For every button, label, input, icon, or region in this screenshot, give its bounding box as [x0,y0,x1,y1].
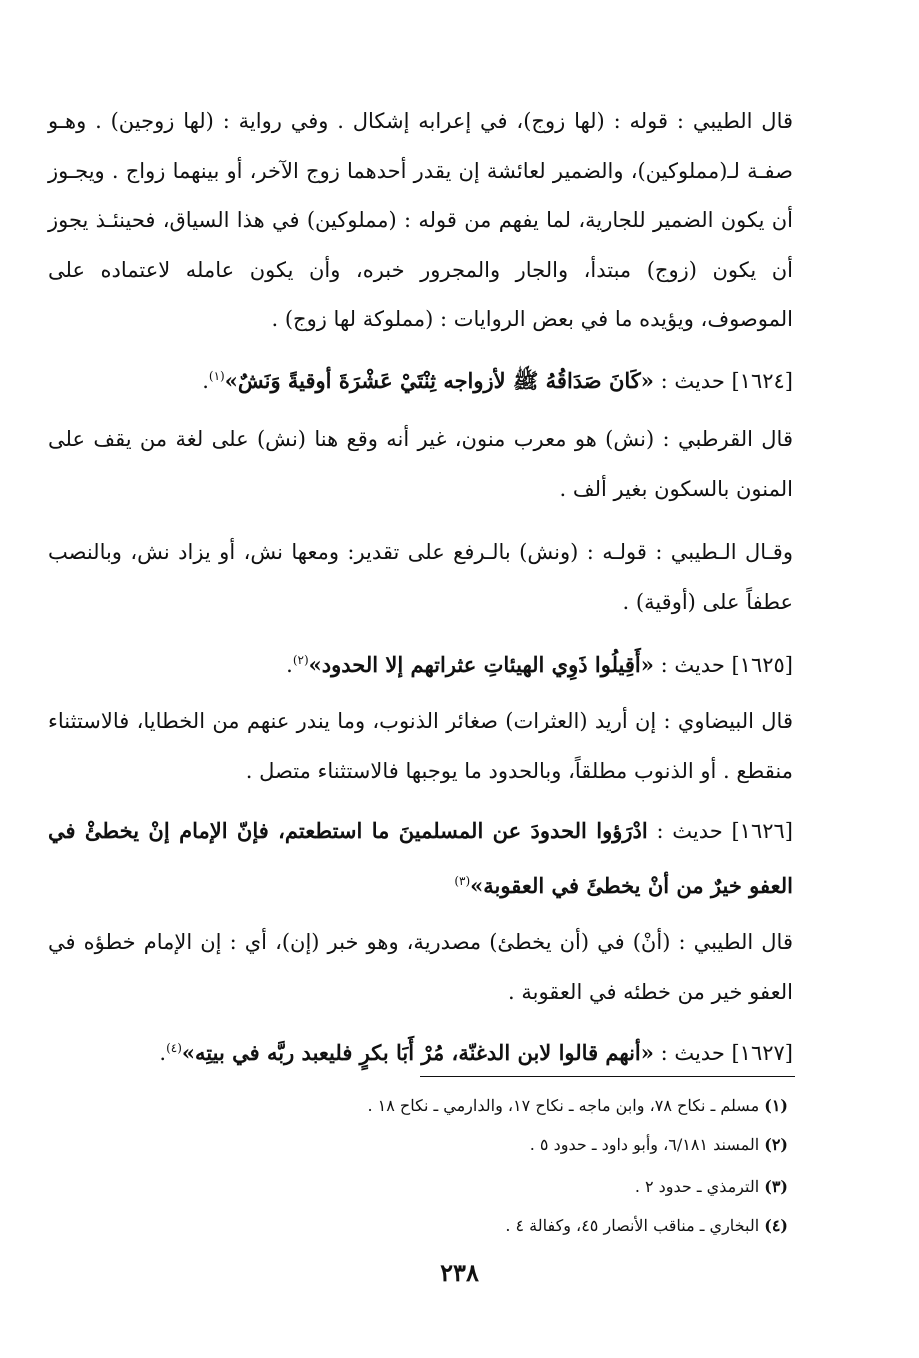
paragraph-baydawi: قال البيضاوي : إن أريد (العثرات) صغائر الذنوب، وما يندر عنهم من الخطايا، فالاستثناء منقطع . أو الذنوب مطلقاً، وبالحدود ما يوجبها فالاستثناء متصل . [48,709,793,783]
footnote-text: المسند ٦/١٨١، وأبو داود ـ حدود ٥ . [529,1135,760,1154]
hadith-text: «كَانَ صَدَاقُهُ ﷺ لأزواجه ثِنْتَيْ عَشْرَةَ أوقيةً وَنَشٌ» [224,368,654,393]
footnote-number: (٣) [764,1177,788,1196]
footnote-number: (١) [764,1096,788,1115]
paragraph-tibi-an: قال الطيبي : (أنْ) في (أن يخطئ) مصدرية، وهو خبر (إن)، أي : إن الإمام خطؤه في العفو خير من خطئه في العقوبة . [48,930,793,1004]
page-number: ٢٣٨ [440,1258,479,1287]
hadith-1626 [48,806,793,911]
paragraph-tibi-nash: وقـال الـطيبي : قولـه : (ونش) بالـرفع على تقدير: ومعها نش، أو يزاد نش، وبالنصب عطفاً على (أوقية) . [48,540,793,614]
footnote-1 [48,1094,788,1118]
hadith-1627: [١٦٢٧] حديث : «أنهم قالوا لابن الدغنّة، مُرْ أَبَا بكرٍ فليعبد ربَّه في بيتِه»$^{(٤)}$. [159,1040,793,1065]
footnote-text: مسلم ـ نكاح ٧٨، وابن ماجه ـ نكاح ١٧، والدارمي ـ نكاح ١٨ . [367,1096,760,1115]
footnote-number: (٢) [764,1135,788,1154]
hadith-1624: [١٦٢٤] حديث : «كَانَ صَدَاقُهُ ﷺ لأزواجه ثِنْتَيْ عَشْرَةَ أوقيةً وَنَشٌ»$^{(١)}$. [202,368,793,393]
hadith-number: [١٦٢٤] حديث : [660,369,793,393]
hadith-1625: [١٦٢٥] حديث : «أَقِيلُوا ذَوِي الهيئاتِ عثراتهم إلا الحدود»$^{(٢)}$. [286,652,793,677]
footnote-number: (٤) [764,1216,788,1235]
footnote-ref: (١) [208,369,225,383]
footnote-4 [48,1214,788,1238]
hadith-text: ادْرَؤوا الحدودَ عن المسلمينَ ما استطعتم، فإنّ الإمام إنْ يخطئْ في العفو خيرٌ من أنْ يخطئَ في العقوبة» [48,818,793,898]
footnote-3 [48,1175,788,1199]
footnote-text: الترمذي ـ حدود ٢ . [634,1177,760,1196]
footnote-ref: (٢) [292,653,309,667]
footnote-ref: (٤) [166,1041,182,1055]
hadith-text: «أَقِيلُوا ذَوِي الهيئاتِ عثراتهم إلا الحدود» [308,652,654,677]
hadith-number: [١٦٢٦] حديث : [656,819,793,843]
footnote-ref: (٣) [454,873,471,888]
hadith-number: [١٦٢٥] حديث : [660,653,793,677]
footnote-text: البخاري ـ مناقب الأنصار ٤٥، وكفالة ٤ . [505,1216,760,1235]
hadith-text: «أنهم قالوا لابن الدغنّة، مُرْ أَبَا بكرٍ فليعبد ربَّه في بيتِه» [181,1040,654,1065]
paragraph-qurtubi: قال القرطبي : (نش) هو معرب منون، غير أنه وقع هنا (نش) على لغة من يقف على المنون بالسكون بغير ألف . [48,427,793,501]
footnote-2 [48,1133,788,1157]
hadith-number: [١٦٢٧] حديث : [660,1041,793,1065]
footnote-separator [420,1076,795,1077]
paragraph-tibi-zawj: قال الطيبي : قوله : (لها زوج)، في إعرابه إشكال . وفي رواية : (لها زوجين) . وهـو صفـة لـ(مملوكين)، والضمير لعائشة إن يقدر أحدهما زوج الآخر، أو بينهما زواج . ويجـوز أن يكون الضمير للجارية، لما يفهم من قوله : (مملوكين) في هذا السياق، فحينئـذ يجوز أن يكون (زوج) مبتدأ، والجار والمجرور خبره، وأن يكون عامله لاعتماده على الموصوف، ويؤيده ما في بعض الروايات : (مملوكة لها زوج) . [48,109,794,331]
